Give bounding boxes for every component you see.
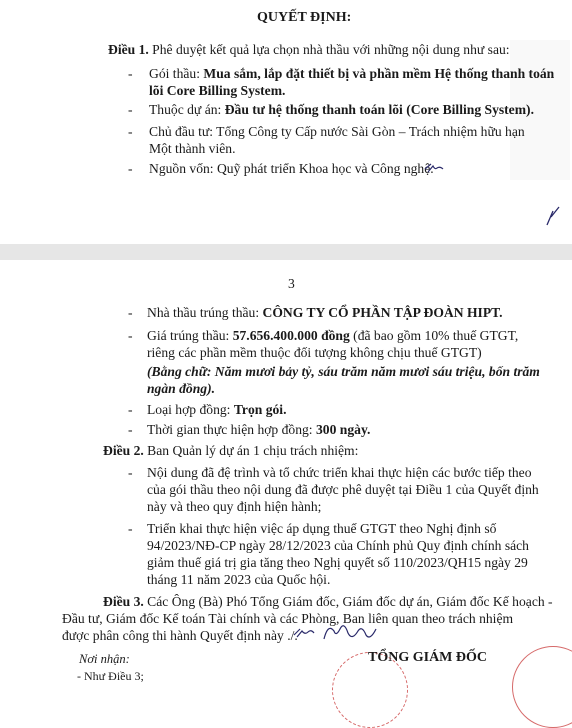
bang-chu-line: (Bằng chữ: Năm mươi bảy tỷ, sáu trăm năm mươi sáu triệu, bốn trăm — [147, 364, 540, 379]
thoi-gian-label: Thời gian thực hiện hợp đồng: — [147, 422, 316, 437]
document-page-1 — [0, 0, 572, 244]
goi-thau-value-cont: lõi Core Billing System. — [149, 83, 286, 98]
goi-thau-label: Gói thầu: — [149, 66, 204, 81]
bullet-dash: - — [128, 161, 133, 176]
document-page-2 — [0, 260, 572, 681]
bullet-dash: - — [128, 66, 133, 81]
bang-chu-cont: ngàn đồng). — [147, 381, 215, 396]
du-an-value: Đầu tư hệ thống thanh toán lõi (Core Billing System). — [224, 102, 534, 117]
article-3-cont: Đầu tư, Giám đốc Kế toán Tài chính và các Phòng, Ban liên quan theo trách nhiệm — [62, 611, 514, 626]
page-break — [0, 244, 572, 260]
gia-cont: riêng các phần mềm thuộc đối tượng không chịu thuế GTGT) — [147, 345, 482, 360]
du-an-label: Thuộc dự án: — [149, 102, 225, 117]
loai-hd-label: Loại hợp đồng: — [147, 402, 234, 417]
thoi-gian-value: 300 ngày. — [316, 422, 371, 437]
gia-value: 57.656.400.000 đồng — [232, 328, 350, 343]
nha-thau-line — [147, 304, 503, 321]
page-number: 3 — [288, 276, 295, 291]
bullet-dash: - — [128, 402, 133, 417]
noi-dung-cont: này và theo quy định hiện hành; — [147, 499, 322, 514]
noi-dung-line: Nội dung đã đệ trình và tổ chức triển khai thực hiện các bước tiếp theo — [147, 465, 532, 480]
trien-khai-line: Triển khai thực hiện việc áp dụng thuế GTGT theo Nghị định số — [147, 521, 497, 536]
nguon-von-line: Nguồn vốn: Quỹ phát triển Khoa học và Công nghệ. — [149, 161, 434, 176]
bullet-dash: - — [128, 422, 133, 437]
trien-khai-cont: 94/2023/NĐ-CP ngày 28/12/2023 của Chính phủ Quy định chính sách — [147, 538, 529, 553]
nha-thau-value: CÔNG TY CỔ PHẦN TẬP ĐOÀN HIPT. — [262, 305, 503, 320]
initials-mark — [423, 160, 445, 176]
article-3-text: Các Ông (Bà) Phó Tổng Giám đốc, Giám đốc dự án, Giám đốc Kế hoạch - — [143, 594, 553, 609]
chu-dau-tu-line: Chủ đầu tư: Tổng Công ty Cấp nước Sài Gòn – Trách nhiệm hữu hạn — [149, 124, 525, 139]
noi-dung-cont: của gói thầu theo nội dung đã được phê duyệt tại Điều 1 của Quyết định — [147, 482, 539, 497]
chu-dau-tu-cont: Một thành viên. — [149, 141, 236, 156]
official-stamp — [512, 646, 572, 728]
loai-hd-line — [147, 401, 286, 418]
bullet-dash: - — [128, 102, 133, 117]
thoi-gian-line — [147, 421, 370, 438]
gia-line — [147, 327, 518, 344]
trien-khai-cont: tháng 11 năm 2023 của Quốc hội. — [147, 572, 331, 587]
decision-heading: QUYẾT ĐỊNH: — [257, 10, 352, 25]
du-an-line — [149, 101, 534, 118]
article-3-cont: được phân công thi hành Quyết định này ./. — [62, 628, 298, 643]
margin-initial-mark — [543, 203, 565, 229]
article-1-label: Điều 1. — [108, 42, 149, 57]
goi-thau-value: Mua sắm, lắp đặt thiết bị và phần mềm Hệ thống thanh toán — [203, 66, 555, 81]
article-1 — [108, 41, 510, 58]
article-3 — [103, 593, 553, 610]
gia-label: Giá trúng thầu: — [147, 328, 233, 343]
recipients-heading: Nơi nhận: — [79, 652, 130, 666]
gia-rest: (đã bao gồm 10% thuế GTGT, — [349, 328, 519, 343]
signer-title: TỔNG GIÁM ĐỐC — [368, 650, 487, 665]
bullet-dash: - — [128, 124, 133, 139]
bullet-dash: - — [128, 465, 133, 480]
nha-thau-label: Nhà thầu trúng thầu: — [147, 305, 263, 320]
signature-mark — [290, 617, 390, 645]
article-2 — [103, 442, 358, 459]
loai-hd-value: Trọn gói. — [233, 402, 287, 417]
bullet-dash: - — [128, 521, 133, 536]
trien-khai-cont: giảm thuế giá trị gia tăng theo Nghị quyết số 110/2023/QH15 ngày 29 — [147, 555, 528, 570]
article-3-label: Điều 3. — [103, 594, 144, 609]
recipients-item: - Như Điều 3; — [77, 669, 144, 683]
goi-thau-line — [149, 65, 554, 82]
bullet-dash: - — [128, 328, 133, 343]
article-2-label: Điều 2. — [103, 443, 144, 458]
bullet-dash: - — [128, 305, 133, 320]
article-1-text: Phê duyệt kết quả lựa chọn nhà thầu với những nội dung như sau: — [148, 42, 510, 57]
article-2-text: Ban Quản lý dự án 1 chịu trách nhiệm: — [143, 443, 359, 458]
